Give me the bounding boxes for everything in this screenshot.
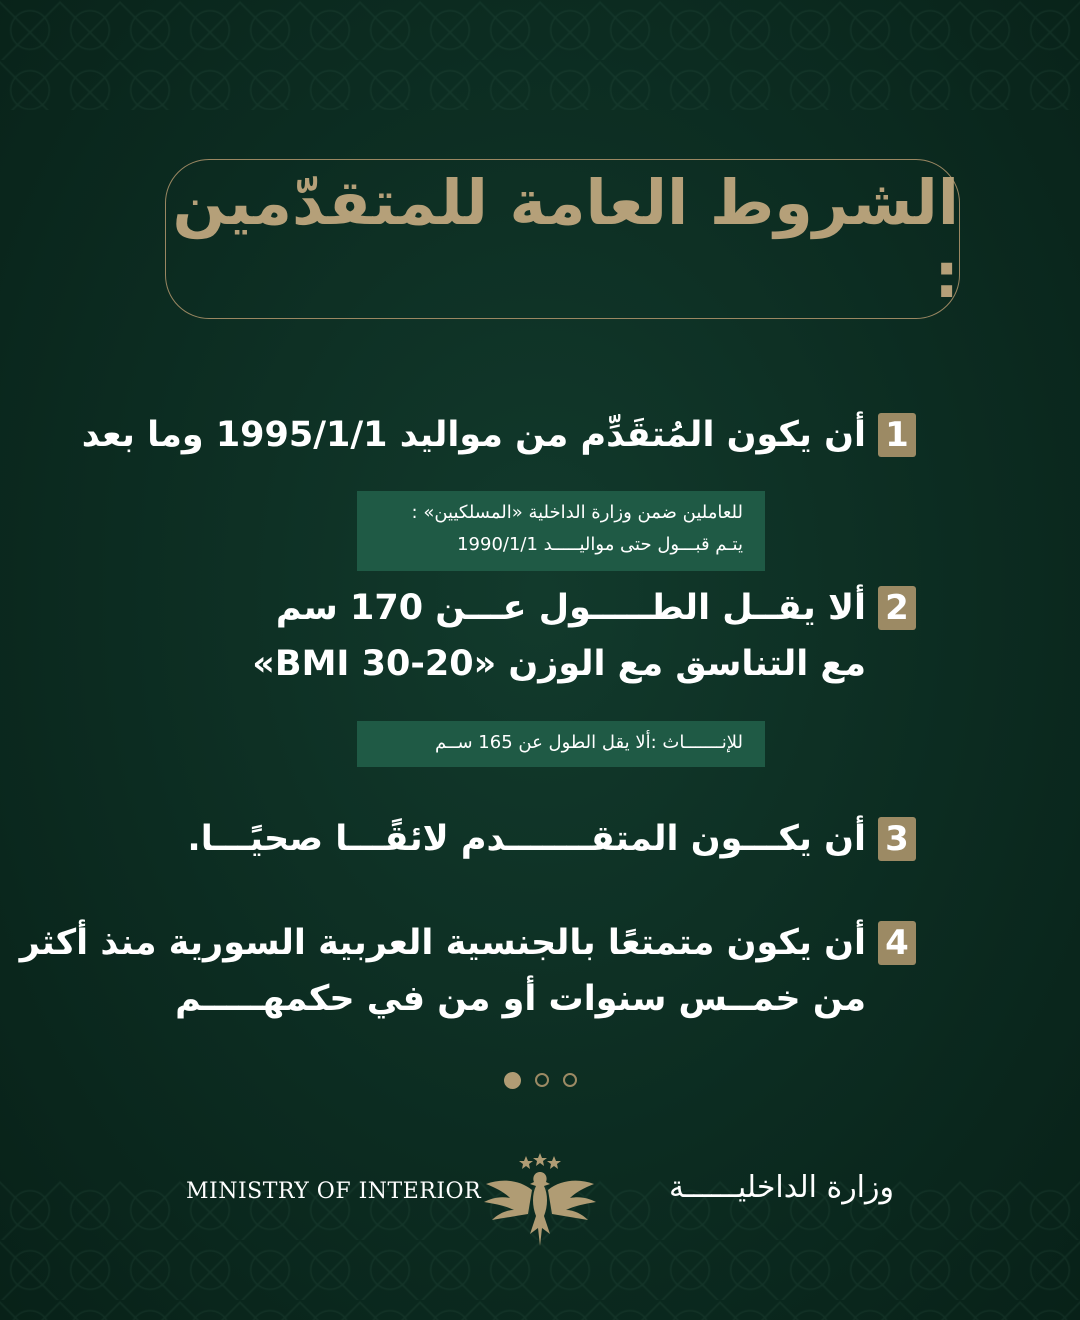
- decorative-pattern-top: [0, 0, 1080, 110]
- condition-number-badge: 4: [878, 921, 916, 965]
- condition-line: ألا يقــل الطـــــول عـــن 170 سم: [275, 588, 866, 628]
- note-line: يتـم قبـــول حتى مواليـــــد 1990/1/1: [457, 534, 743, 555]
- note-box-1: [357, 491, 765, 571]
- condition-item-4: [20, 915, 916, 1027]
- title-frame: [165, 159, 960, 319]
- condition-item-2: [252, 580, 916, 692]
- note-box-2: [357, 721, 765, 767]
- condition-line: مع التناسق مع الوزن «BMI 30-20»: [252, 644, 866, 684]
- condition-line: أن يكون متمتعًا بالجنسية العربية السورية منذ أكثر: [19, 923, 866, 963]
- condition-text: [20, 915, 866, 1027]
- condition-text: [252, 580, 866, 692]
- condition-number-badge: 1: [878, 413, 916, 457]
- pagination-dot[interactable]: [535, 1073, 549, 1087]
- condition-text: [187, 811, 866, 867]
- condition-number-badge: 3: [878, 817, 916, 861]
- eagle-emblem-icon: [480, 1150, 600, 1250]
- condition-line: من خمــس سنوات أو من في حكمهـــــم: [175, 979, 866, 1019]
- condition-number-badge: 2: [878, 586, 916, 630]
- ministry-name-english: MINISTRY OF INTERIOR: [186, 1179, 482, 1204]
- condition-text: [82, 407, 866, 463]
- pagination-dot[interactable]: [563, 1073, 577, 1087]
- note-line: للإنـــــــاث :ألا يقل الطول عن 165 ســم: [434, 732, 743, 753]
- condition-item-1: [82, 407, 916, 463]
- carousel-pagination: [504, 1073, 577, 1089]
- page-title: الشروط العامة للمتقدّمين :: [172, 166, 959, 312]
- condition-line: أن يكون المُتقَدِّم من مواليد 1995/1/1 وما بعد: [81, 415, 866, 455]
- pagination-dot-active[interactable]: [504, 1072, 521, 1089]
- condition-line: أن يكـــون المتقـــــــدم لائقًـــا صحيًـــا.: [187, 819, 866, 859]
- ministry-name-arabic: وزارة الداخليــــــة: [669, 1170, 894, 1205]
- condition-item-3: [187, 811, 916, 867]
- note-line: للعاملين ضمن وزارة الداخلية «المسلكيين» :: [411, 502, 743, 523]
